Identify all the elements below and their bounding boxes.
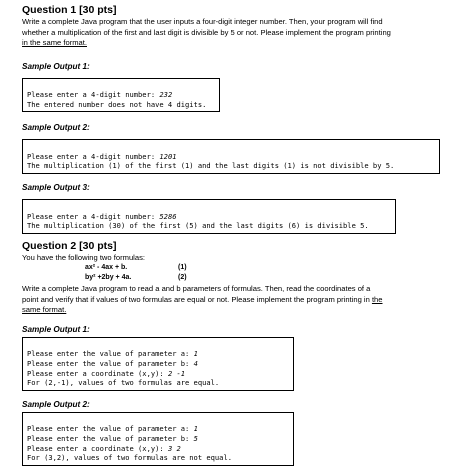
q1-desc-line-3: in the same format. bbox=[22, 38, 87, 47]
code-line: Please enter a coordinate (x,y): 2 -1 bbox=[27, 368, 186, 378]
q1-desc-line-1: Write a complete Java program that the user inputs a four-digit integer number. Then, your program will find bbox=[22, 17, 383, 26]
question-2-description bbox=[22, 284, 466, 316]
code-line: Please enter the value of parameter b: 4 bbox=[27, 359, 198, 369]
code-line: The entered number does not have 4 digits. bbox=[27, 99, 207, 109]
code-line: Please enter a coordinate (x,y): 3 2 bbox=[27, 443, 181, 453]
q2-desc-line-2-underlined: the bbox=[371, 294, 383, 304]
question-1-title: Question 1 [30 pts] bbox=[22, 4, 117, 16]
code-line: Please enter a 4-digit number: 5286 bbox=[27, 211, 177, 221]
q1-sample-2-label: Sample Output 2: bbox=[22, 123, 90, 133]
code-line: Please enter a 4-digit number: 1201 bbox=[27, 151, 177, 161]
formula-1: ax² - 4ax + b. bbox=[85, 264, 128, 272]
code-line: Please enter the value of parameter a: 1 bbox=[27, 424, 198, 434]
q2-desc-line-3: same format. bbox=[22, 305, 67, 315]
q1-sample-1-box bbox=[22, 78, 220, 113]
code-line: Please enter the value of parameter b: 5 bbox=[27, 434, 198, 443]
q1-sample-1-label: Sample Output 1: bbox=[22, 61, 90, 71]
q2-desc-line-2: point and verify that if values of two formulas are equal or not. Please implement the program printing in bbox=[22, 294, 370, 304]
q2-sample-2-label: Sample Output 2: bbox=[22, 399, 90, 409]
q2-sample-1-box bbox=[22, 337, 294, 391]
q1-sample-2-box bbox=[22, 139, 440, 174]
formula-2-number: (2) bbox=[178, 274, 187, 282]
code-line: The multiplication (1) of the first (1) and the last digits (1) is not divisible by 5. bbox=[27, 161, 395, 171]
q2-desc-line-1: Write a complete Java program to read a and b parameters of formulas. Then, read the coordinates of a bbox=[22, 284, 371, 294]
formula-1-number: (1) bbox=[178, 264, 187, 272]
question-2-title: Question 2 [30 pts] bbox=[22, 239, 117, 252]
question-2-intro: You have the following two formulas: bbox=[22, 252, 145, 262]
q1-sample-3-box bbox=[22, 199, 396, 234]
code-line: For (3,2), values of two formulas are not equal. bbox=[27, 453, 232, 463]
formula-2: by² +2by + 4a. bbox=[85, 274, 132, 282]
formulas-block bbox=[22, 263, 466, 284]
code-line: Please enter a 4-digit number: 232 bbox=[27, 90, 173, 100]
code-line: The multiplication (30) of the first (5) and the last digits (6) is divisible 5. bbox=[27, 221, 369, 231]
q2-sample-1-label: Sample Output 1: bbox=[22, 324, 90, 334]
q2-sample-2-box bbox=[22, 412, 294, 466]
q1-desc-line-2: whether a multiplication of the first and last digit is divisible by 5 or not. Please implement the program printing bbox=[22, 27, 391, 37]
code-line: Please enter the value of parameter a: 1 bbox=[27, 349, 198, 359]
code-line: For (2,-1), values of two formulas are equal. bbox=[27, 378, 220, 388]
question-1-description bbox=[22, 17, 466, 49]
q1-sample-3-label: Sample Output 3: bbox=[22, 183, 90, 193]
document-page bbox=[22, 4, 466, 466]
